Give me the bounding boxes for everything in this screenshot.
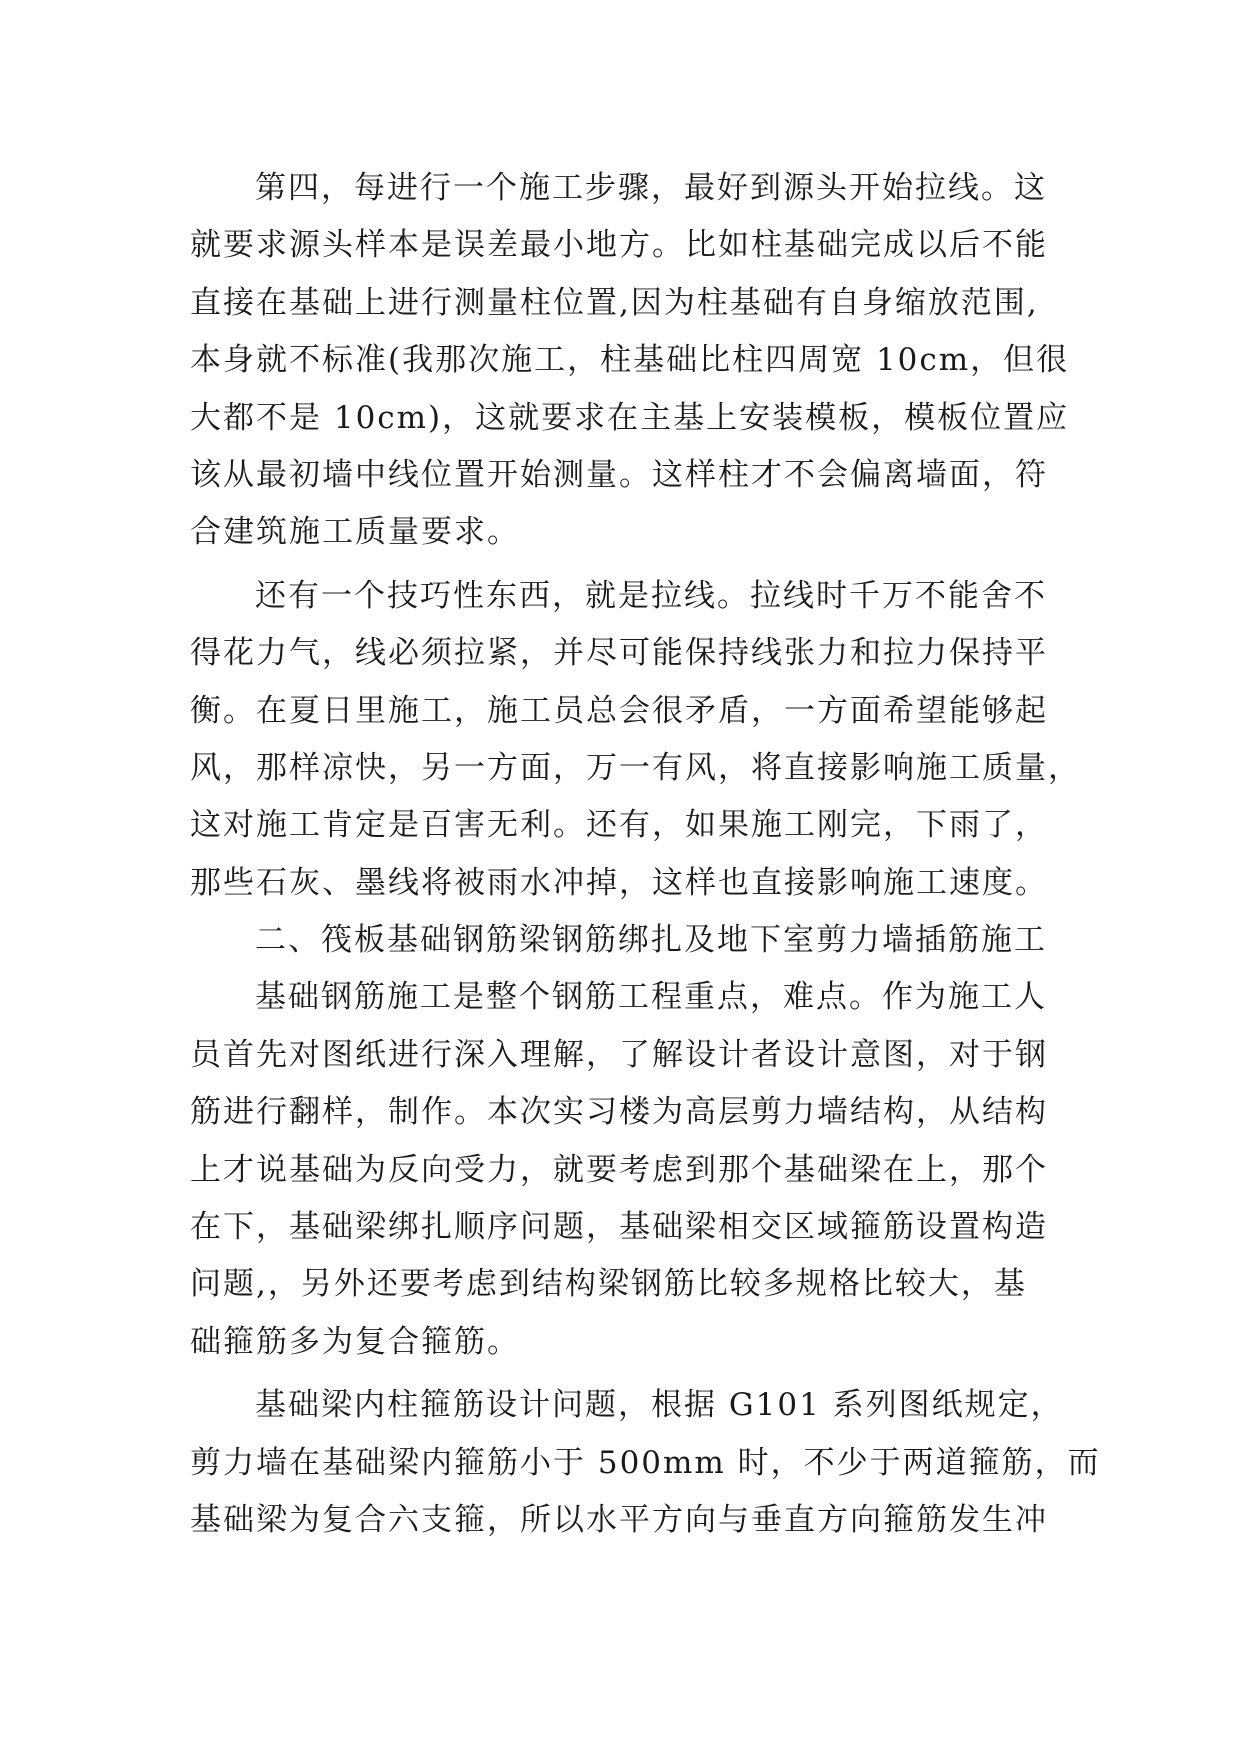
document-body	[190, 160, 1101, 1549]
text-line: 这对施工肯定是百害无利。还有，如果施工刚完，下雨了，	[190, 807, 1048, 844]
paragraph	[190, 969, 1070, 1371]
text-line: 合建筑施工质量要求。	[190, 514, 520, 551]
text-line: 基础梁内柱箍筋设计问题，根据 G101 系列图纸规定，	[255, 1387, 1064, 1424]
paragraph	[190, 1377, 1101, 1549]
text-line: 剪力墙在基础梁内箍筋小于 500mm 时，不少于两道箍筋，而	[190, 1444, 1101, 1481]
text-line: 基础梁为复合六支箍，所以水平方向与垂直方向箍筋发生冲	[190, 1501, 1048, 1538]
text-line: 筋进行翻样，制作。本次实习楼为高层剪力墙结构，从结构	[190, 1094, 1048, 1131]
text-line: 员首先对图纸进行深入理解，了解设计者设计意图，对于钢	[190, 1036, 1048, 1073]
text-line: 那些石灰、墨线将被雨水冲掉，这样也直接影响施工速度。	[190, 864, 1048, 901]
paragraph	[190, 912, 1070, 969]
text-line: 上才说基础为反向受力，就要考虑到那个基础梁在上，那个	[190, 1151, 1048, 1188]
paragraph	[190, 160, 1070, 562]
text-line: 得花力气，线必须拉紧，并尽可能保持线张力和拉力保持平	[190, 635, 1048, 672]
text-line: 该从最初墙中线位置开始测量。这样柱才不会偏离墙面，符	[190, 456, 1048, 493]
text-line: 第四，每进行一个施工步骤，最好到源头开始拉线。这	[255, 170, 1047, 206]
text-line: 直接在基础上进行测量柱位置,因为柱基础有自身缩放范围,	[190, 284, 1039, 321]
text-line: 在下，基础梁绑扎顺序问题，基础梁相交区域箍筋设置构造	[190, 1209, 1048, 1246]
text-line: 大都不是 10cm)，这就要求在主基上安装模板，模板位置应	[190, 399, 1070, 436]
paragraph	[190, 568, 1081, 912]
text-line: 础箍筋多为复合箍筋。	[190, 1323, 520, 1360]
text-line: 本身就不标准(我那次施工，柱基础比柱四周宽 10cm，但很	[190, 342, 1070, 379]
text-line: 衡。在夏日里施工，施工员总会很矛盾，一方面希望能够起	[190, 692, 1048, 729]
text-line: 就要求源头样本是误差最小地方。比如柱基础完成以后不能	[190, 227, 1048, 264]
text-line: 问题,，另外还要考虑到结构梁钢筋比较多规格比较大，基	[190, 1266, 1027, 1303]
text-line: 还有一个技巧性东西，就是拉线。拉线时千万不能舍不	[255, 577, 1047, 614]
text-line: 二、筏板基础钢筋梁钢筋绑扎及地下室剪力墙插筋施工	[255, 922, 1047, 959]
text-line: 风，那样凉快，另一方面，万一有风，将直接影响施工质量，	[190, 749, 1081, 786]
text-line: 基础钢筋施工是整个钢筋工程重点，难点。作为施工人	[255, 979, 1047, 1016]
